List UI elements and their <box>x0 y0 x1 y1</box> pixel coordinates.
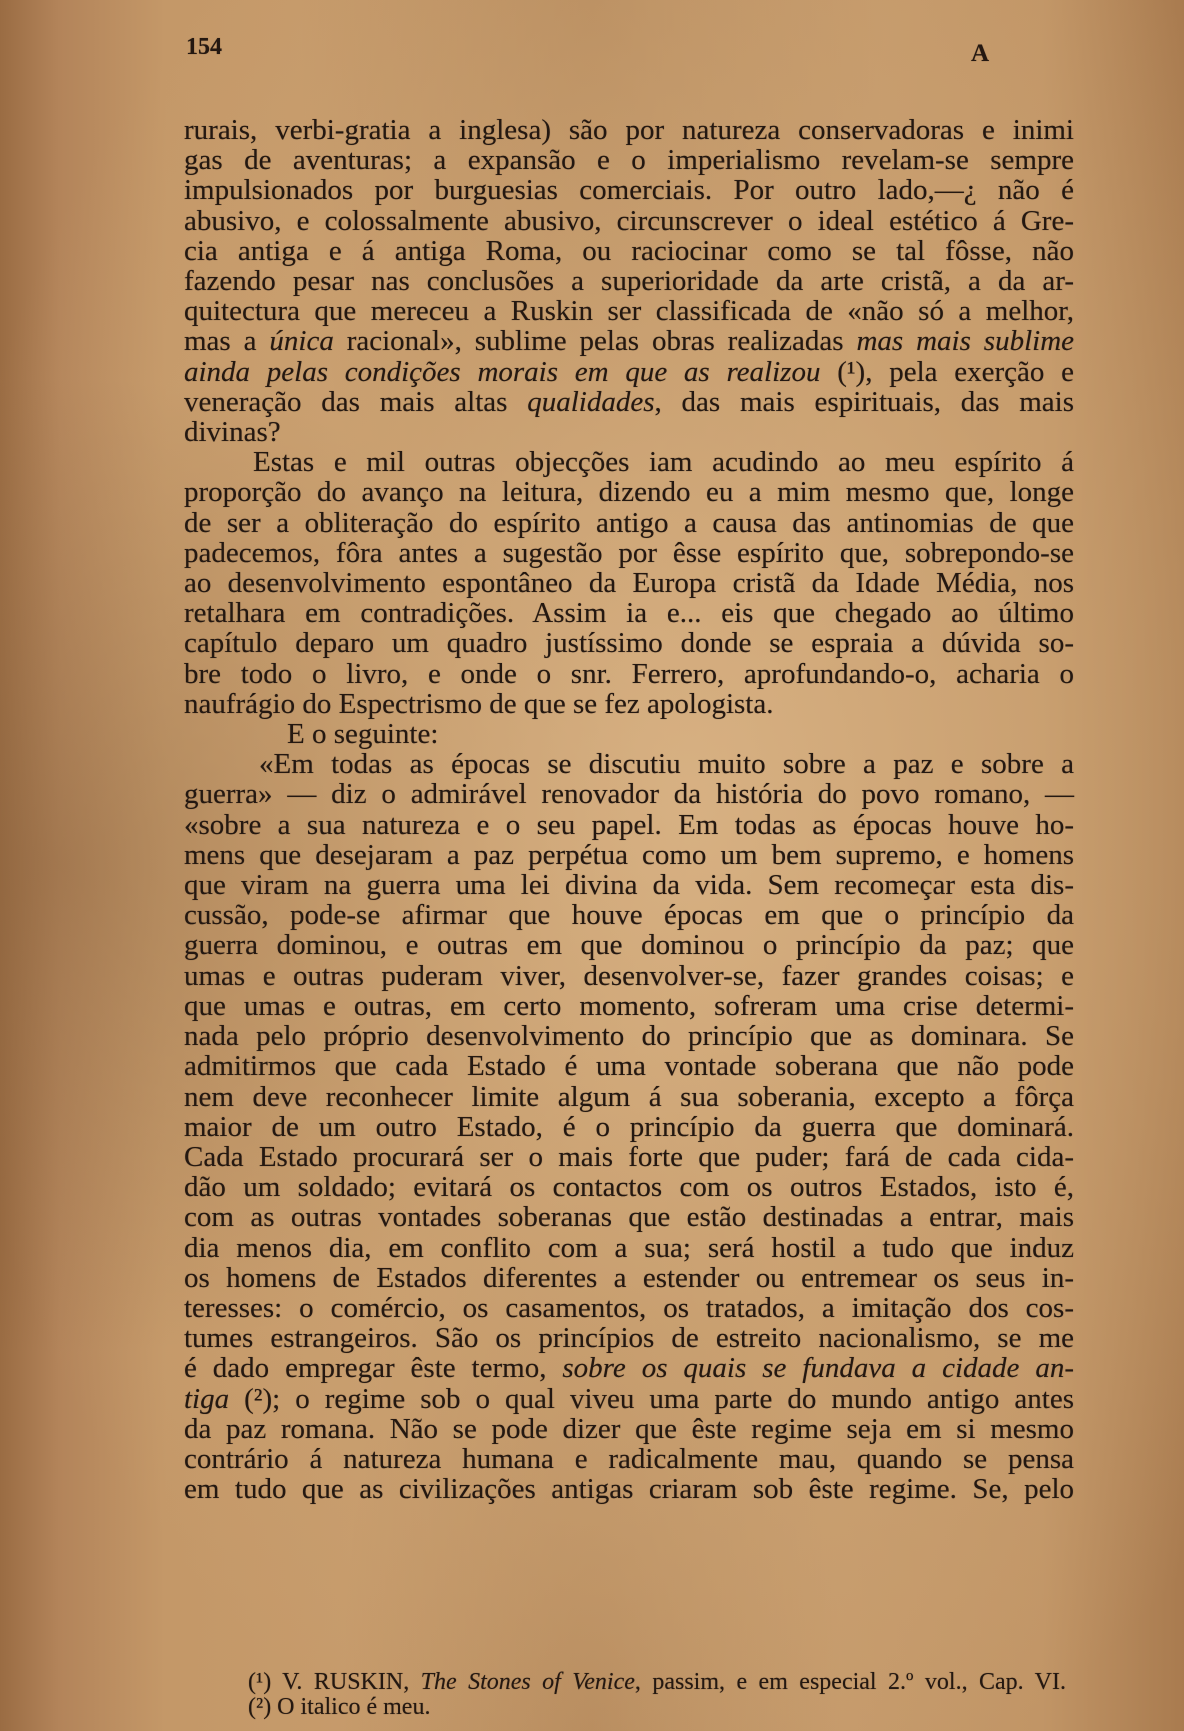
footnote-text: , passim, e em especial 2.º vol., Cap. VI. <box>634 1669 1066 1695</box>
text-line: cussão, pode-se afirmar que houve épocas em que o princípio da <box>184 899 1074 932</box>
text-line: bre todo o livro, e onde o snr. Ferrero, aprofundando-o, acharia o <box>184 657 1074 690</box>
text-line: quitectura que mereceu a Ruskin ser classificada de «não só a melhor, <box>184 295 1074 328</box>
text-line: guerra» — diz o admirável renovador da história do povo romano, — <box>184 778 1074 811</box>
book-title: The Stones of Venice <box>420 1669 635 1695</box>
text-line: que viram na guerra uma lei divina da vida. Sem recomeçar esta dis- <box>184 869 1074 902</box>
text-line: guerra dominou, e outras em que dominou o princípio da paz; que <box>184 929 1074 962</box>
text-line: de ser a obliteração do espírito antigo a causa das antinomias de que <box>184 506 1074 539</box>
running-head: A <box>971 40 990 67</box>
text-line: os homens de Estados diferentes a estender ou entremear os seus in- <box>184 1261 1074 1294</box>
text-line: padecemos, fôra antes a sugestão por êsse espírito que, sobrepondo-se <box>184 536 1074 569</box>
paragraph-start-line: «Em todas as épocas se discutiu muito sobre a paz e sobre a <box>259 748 1074 781</box>
text-line: tumes estrangeiros. São os princípios de estreito nacionalismo, se me <box>184 1322 1074 1355</box>
footnotes <box>248 1670 1066 1720</box>
text-line: retalhara em contradições. Assim ia e... eis que chegado ao último <box>184 597 1074 630</box>
footnote-1 <box>248 1670 1066 1695</box>
text-line: maior de um outro Estado, é o princípio da guerra que dominará. <box>184 1110 1074 1143</box>
text-line: rurais, verbi-gratia a inglesa) são por natureza conservadoras e inimi <box>184 114 1074 146</box>
text-line: abusivo, e colossalmente abusivo, circunscrever o ideal estético á Gre- <box>184 204 1074 237</box>
italic-text: mas mais sublime <box>856 325 1075 358</box>
text-line: umas e outras puderam viver, desenvolver-se, fazer grandes coisas; e <box>184 959 1074 992</box>
text-line <box>184 357 1074 387</box>
text-segment: (²); o regime sob o qual viveu uma parte do mundo antigo antes <box>229 1382 1074 1415</box>
text-line: com as outras vontades soberanas que estão destinadas a entrar, mais <box>184 1201 1074 1234</box>
paragraph-start-line: E o seguinte: <box>287 718 439 751</box>
italic-text: única <box>269 325 334 358</box>
italic-text: qualidades <box>527 385 655 418</box>
footnote-2: (²) O italico é meu. <box>248 1694 431 1720</box>
text-segment: (¹), pela exerção e <box>820 355 1074 388</box>
text-line: divinas? <box>184 416 281 449</box>
text-line: que umas e outras, em certo momento, sofreram uma crise determi- <box>184 989 1074 1022</box>
text-line <box>184 1384 1074 1414</box>
text-segment: , das mais espirituais, das mais <box>654 385 1074 418</box>
text-line: em tudo que as civilizações antigas criaram sob êste regime. Se, pelo <box>184 1473 1074 1506</box>
text-line: mens que desejaram a paz perpétua como um bem supremo, e homens <box>184 838 1074 871</box>
text-segment: é dado empregar êste termo, <box>184 1352 563 1385</box>
text-line: contrário á natureza humana e radicalmente mau, quando se pensa <box>184 1442 1074 1475</box>
text-line: ao desenvolvimento espontâneo da Europa cristã da Idade Média, nos <box>184 567 1074 600</box>
text-line: da paz romana. Não se pode dizer que êste regime seja em si mesmo <box>184 1412 1074 1445</box>
text-line: nem deve reconhecer limite algum á sua soberania, excepto a fôrça <box>184 1080 1074 1113</box>
italic-text: ainda pelas condições morais em que as realizou <box>184 355 821 388</box>
text-segment: racional», sublime pelas obras realizadas <box>333 325 857 358</box>
text-line: dão um soldado; evitará os contactos com os outros Estados, isto é, <box>184 1171 1074 1204</box>
text-line: fazendo pesar nas conclusões a superioridade da arte cristã, a da ar- <box>184 265 1074 298</box>
text-line: admitirmos que cada Estado é uma vontade soberana que não pode <box>184 1050 1074 1083</box>
text-line <box>184 326 1074 356</box>
text-line: naufrágio do Espectrismo de que se fez apologista. <box>184 687 774 720</box>
footnote-text: (¹) V. RUSKIN, <box>248 1669 421 1695</box>
page-number: 154 <box>186 34 222 60</box>
italic-text: tiga <box>184 1382 230 1415</box>
text-line: impulsionados por burguesias comerciais. Por outro lado,—¿ não é <box>184 174 1074 207</box>
text-segment: veneração das mais altas <box>184 385 528 418</box>
text-line <box>184 387 1074 417</box>
text-line: Cada Estado procurará ser o mais forte que puder; fará de cada cida- <box>184 1140 1074 1173</box>
text-line <box>184 1353 1074 1383</box>
text-line: dia menos dia, em conflito com a sua; será hostil a tudo que induz <box>184 1231 1074 1264</box>
text-line: nada pelo próprio desenvolvimento do princípio que as dominara. Se <box>184 1020 1074 1053</box>
text-line: «sobre a sua natureza e o seu papel. Em todas as épocas houve ho- <box>184 808 1074 841</box>
text-line: teresses: o comércio, os casamentos, os tratados, a imitação dos cos- <box>184 1291 1074 1324</box>
text-line: proporção do avanço na leitura, dizendo eu a mim mesmo que, longe <box>184 476 1074 509</box>
text-segment: mas a <box>184 325 270 358</box>
text-line: gas de aventuras; a expansão e o imperialismo revelam-se sempre <box>184 144 1074 177</box>
body-text <box>184 115 1074 1504</box>
text-line: cia antiga e á antiga Roma, ou raciocinar como se tal fôsse, não <box>184 234 1074 267</box>
italic-text: sobre os quais se fundava a cidade an- <box>562 1352 1074 1385</box>
paragraph-start-line: Estas e mil outras objecções iam acudindo ao meu espírito á <box>253 446 1074 479</box>
text-line: capítulo deparo um quadro justíssimo donde se espraia a dúvida so- <box>184 627 1074 660</box>
